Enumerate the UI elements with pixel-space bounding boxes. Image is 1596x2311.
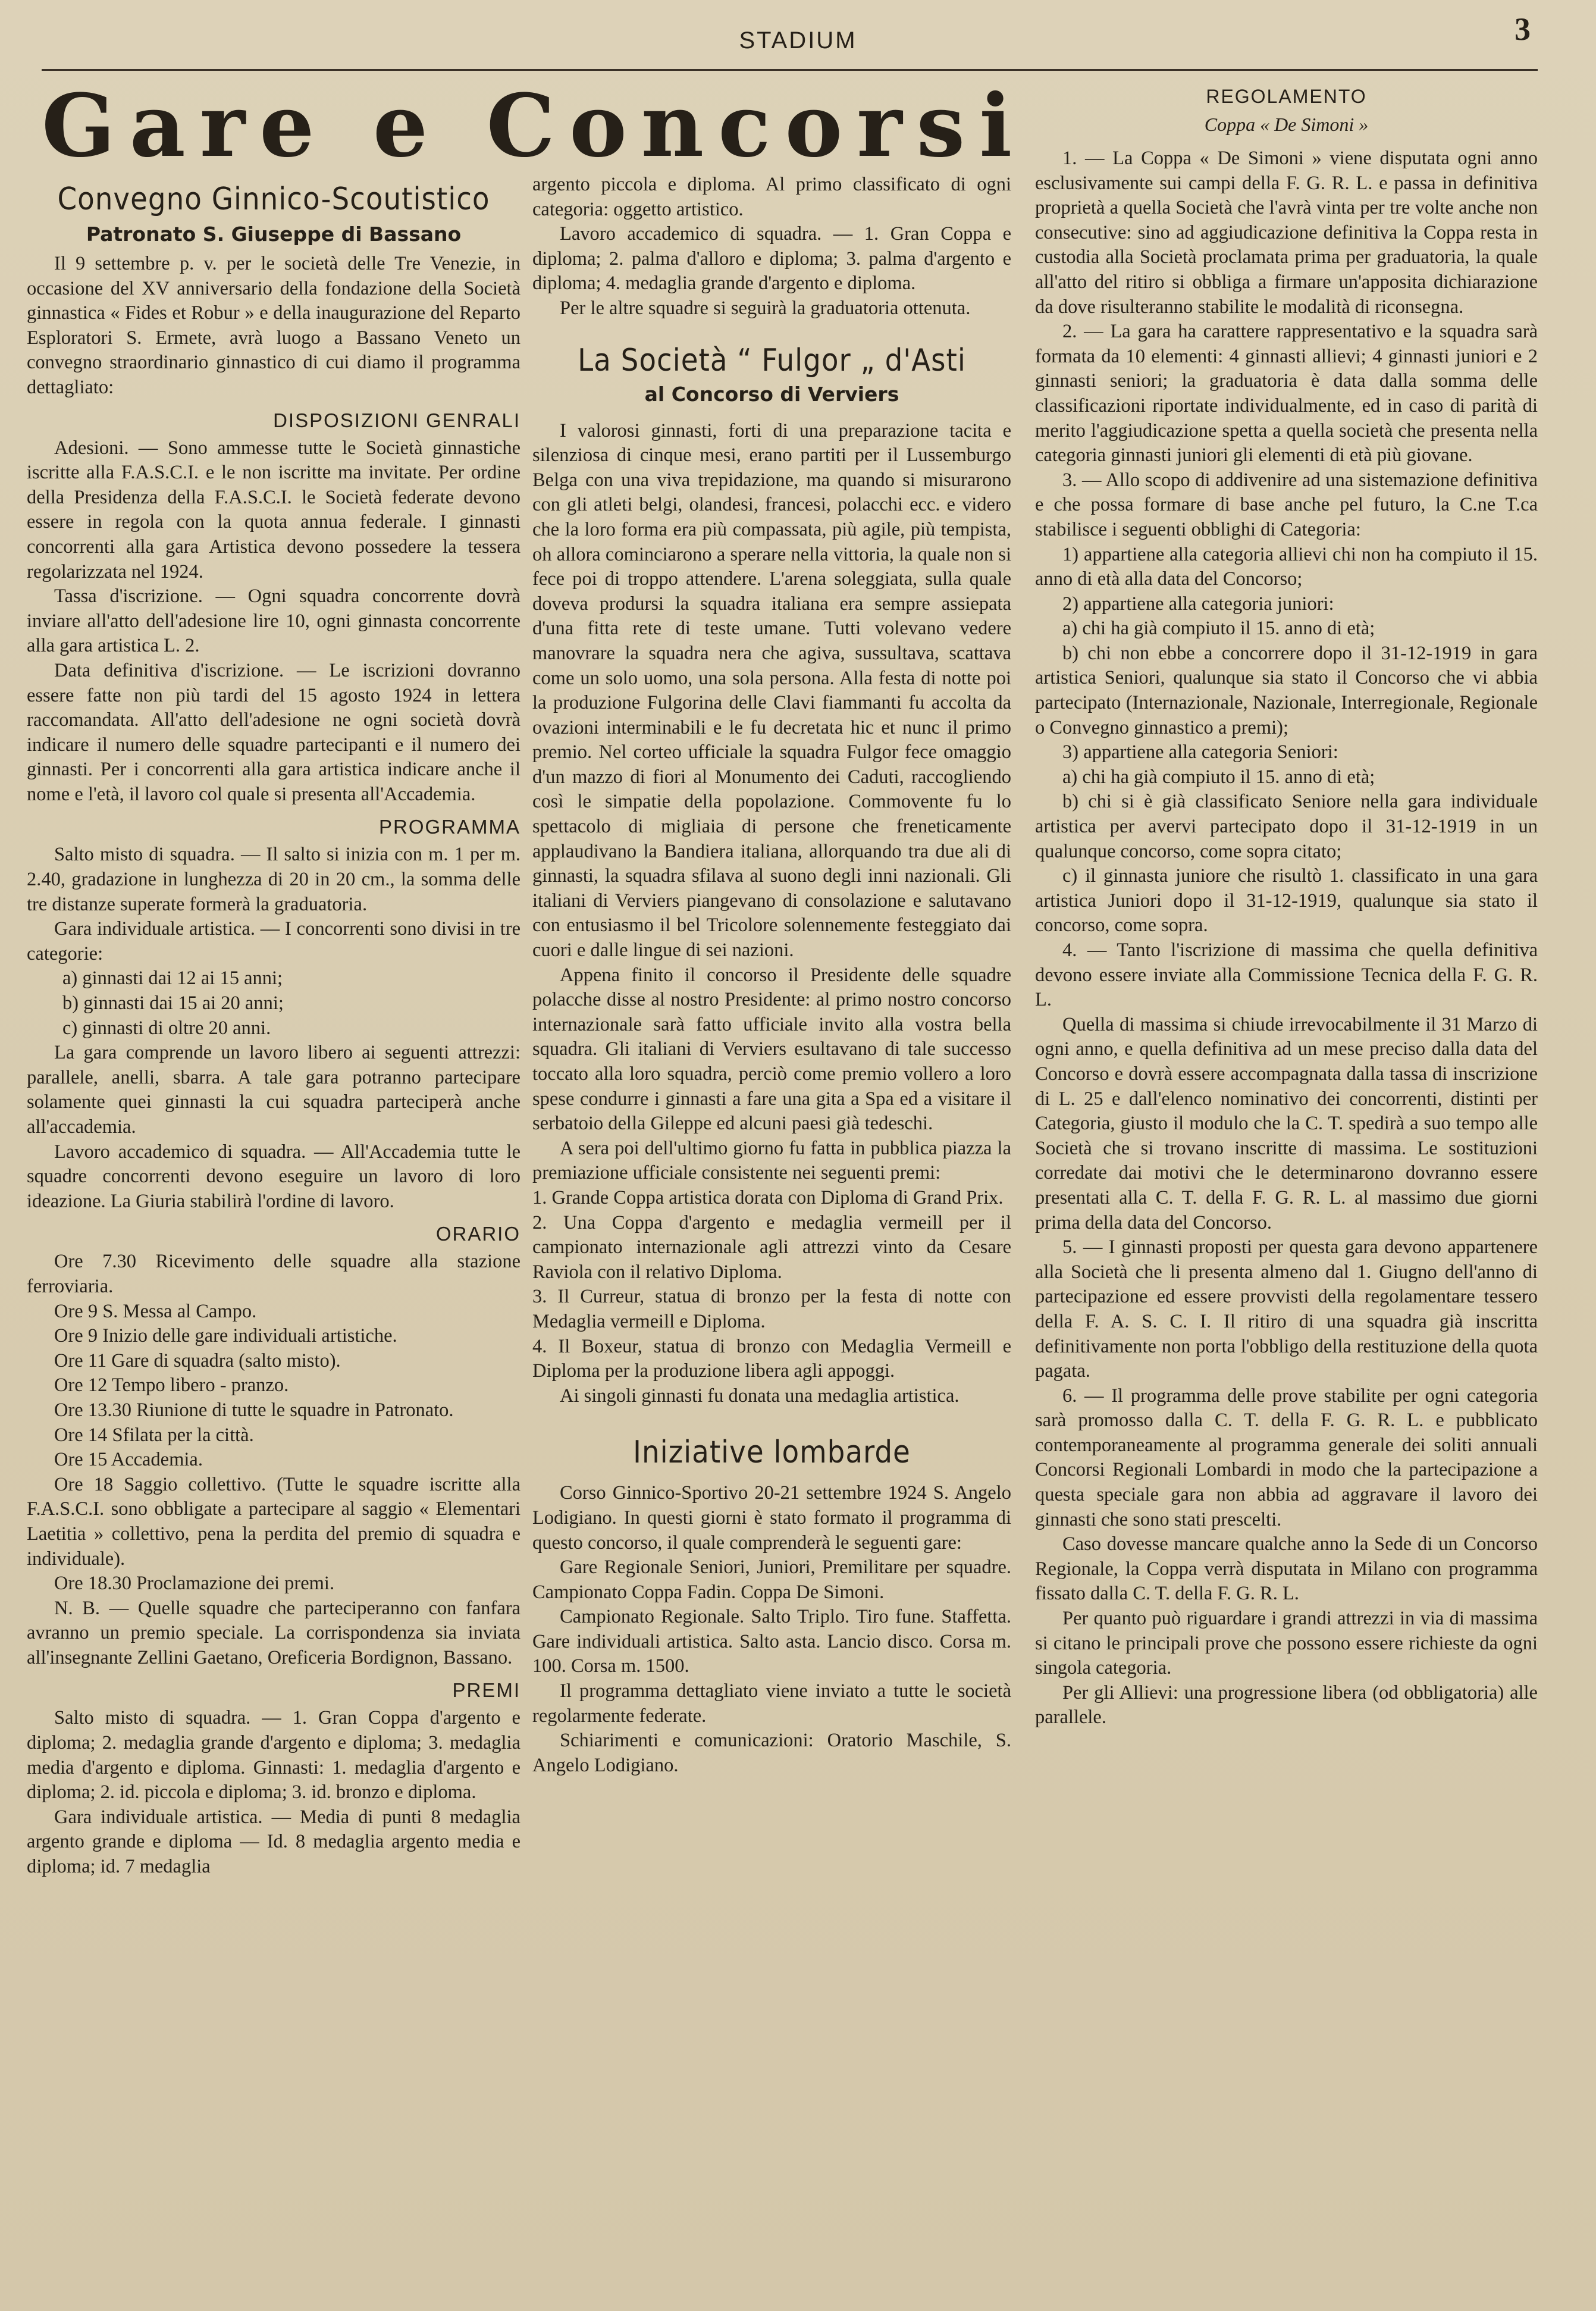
paragraph: 4. — Tanto l'iscrizione di massima che quella definitiva devono essere inviate alla Commissione Tecnica della F. G. R. L.: [1035, 940, 1538, 1011]
column-3-body: [1035, 83, 1538, 1730]
article-subtitle-patronato: Patronato S. Giuseppe di Bassano: [86, 223, 462, 246]
list-item: c) ginnasti di oltre 20 anni.: [62, 1017, 271, 1039]
paragraph: La gara comprende un lavoro libero ai seguenti attrezzi: parallele, anelli, sbarra. A tale gara potranno partecipare solamente quei ginnasti la cui squadra parteciperà anche all'accademia.: [27, 1042, 520, 1138]
paragraph: Appena finito il concorso il Presidente delle squadre polacche disse al nostro Presidente: al primo nostro concorso internazionale sarà fatto ufficiale invito alla vostra bella squadra. Gli italiani di Verviers esultavano di tale successo toccato alla loro squadra, perciò come premio vollero a loro spese condurre i ginnasti a fare una gita a Spa ed a visitare il serbatoio della Gileppe ed alcuni paesi già tedeschi.: [532, 964, 1011, 1135]
schedule-item: Ore 13.30 Riunione di tutte le squadre in Patronato.: [54, 1399, 454, 1421]
paragraph: Salto misto di squadra. — 1. Gran Coppa d'argento e diploma; 2. medaglia grande d'argento e diploma; 3. medaglia media d'argento e diploma. Ginnasti: 1. medaglia d'argento e diploma; 2. id. piccola e diploma; 3. id. bronzo e diploma.: [27, 1707, 520, 1803]
paragraph: 3. — Allo scopo di addivenire ad una sistemazione definitiva e che possa formare di base anche pel futuro, la C.ne T.ca stabilisce i seguenti obblighi di Categoria:: [1035, 469, 1538, 540]
paragraph: Campionato Regionale. Salto Triplo. Tiro fune. Staffetta. Gare individuali artistica. Salto asta. Lancio disco. Corsa m. 100. Corsa m. 1500.: [532, 1606, 1011, 1677]
paragraph: Per quanto può riguardare i grandi attrezzi in via di massima si citano le principali prove che possono essere richieste da ogni singola categoria.: [1035, 1608, 1538, 1679]
paragraph: Gara individuale artistica. — I concorrenti sono divisi in tre categorie:: [27, 918, 520, 965]
paragraph: Per gli Allievi: una progressione libera (od obbligatoria) alle parallele.: [1035, 1681, 1538, 1728]
list-item: a) ginnasti dai 12 ai 15 anni;: [62, 967, 283, 989]
list-item: 3. Il Curreur, statua di bronzo per la festa di notte con Medaglia vermeill e Diploma.: [532, 1286, 1011, 1332]
paragraph: c) il ginnasta juniore che risultò 1. classificato in una gara artistica Juniori dopo il 31-12-1919, qualunque sia stato il concorso, come sopra.: [1035, 865, 1538, 937]
paragraph: a) chi ha già compiuto il 15. anno di età;: [1062, 766, 1375, 788]
paragraph: a) chi ha già compiuto il 15. anno di età;: [1062, 618, 1375, 640]
paragraph: Schiarimenti e comunicazioni: Oratorio Maschile, S. Angelo Lodigiano.: [532, 1730, 1011, 1776]
paragraph: 2. — La gara ha carattere rappresentativo e la squadra sarà formata da 10 elementi: 4 ginnasti allievi; 4 ginnasti juniori e 2 ginnasti seniori; la graduatoria è data dalla somma delle classificazioni riportate individualmente, ed in caso di parità di merito l'aggiudicazione spetta a quella società che presenta nella categoria ginnasti juniori gli elementi di età più giovane.: [1035, 321, 1538, 466]
paragraph: Salto misto di squadra. — Il salto si inizia con m. 1 per m. 2.40, gradazione in lunghezza di 20 in 20 cm., la somma delle tre distanze superate formerà la graduatoria.: [27, 844, 520, 915]
paragraph: A sera poi dell'ultimo giorno fu fatta in pubblica piazza la premiazione ufficiale consistente nei seguenti premi:: [532, 1137, 1011, 1184]
schedule-item: Ore 14 Sfilata per la città.: [54, 1424, 254, 1446]
schedule-item: Ore 12 Tempo libero - pranzo.: [54, 1374, 289, 1396]
page-number: 3: [1515, 11, 1531, 47]
schedule-item: Ore 9 Inizio delle gare individuali artistiche.: [54, 1325, 397, 1347]
paragraph: Corso Ginnico-Sportivo 20-21 settembre 1924 S. Angelo Lodigiano. In questi giorni è stato formato il programma di questo concorso, il quale comprenderà le seguenti gare:: [532, 1482, 1011, 1554]
section-subheading-coppa: Coppa « De Simoni »: [1204, 114, 1369, 135]
schedule-item: Ore 7.30 Ricevimento delle squadre alla stazione ferroviaria.: [27, 1251, 520, 1297]
column-1-body: [27, 181, 520, 1880]
paragraph: Il programma dettagliato viene inviato a tutte le società regolarmente federate.: [532, 1680, 1011, 1727]
section-heading-disposizioni: DISPOSIZIONI GENRALI: [273, 409, 520, 431]
paragraph: 1) appartiene alla categoria allievi chi non ha compiuto il 15. anno di età alla data del Concorso;: [1035, 543, 1538, 590]
section-heading-orario: ORARIO: [435, 1223, 520, 1245]
paragraph: Adesioni. — Sono ammesse tutte le Società ginnastiche iscritte alla F.A.S.C.I. e le non iscritte ma invitate. Per ordine della Presidenza della F.A.S.C.I. le Società federate devono essere in regola con la quota annua federale. I ginnasti concorrenti alla gara Artistica devono possedere la tessera regolarizzata nel 1924.: [27, 437, 520, 583]
paragraph: 6. — Il programma delle prove stabilite per ogni categoria sarà promosso dalla C. T. della F. G. R. L. e pubblicato contemporaneamente al programma generale dei soliti annuali Concorsi Regionali Lombardi in modo che la partecipazione a questa speciale gara non abbia ad aggravare il lavoro dei ginnasti che sono stati prescelti.: [1035, 1385, 1538, 1530]
paragraph: I valorosi ginnasti, forti di una preparazione tacita e silenziosa di cinque mesi, erano partiti per il Lussemburgo Belga con una viva trepidazione, ma quando si misurarono con gli atleti belgi, olandesi, francesi, polacchi ecc. e videro che la loro forma era più compassata, più agile, più tempista, oh allora cominciarono a sperare nella vittoria, la quale non si fece poi di troppo attendere. L'arena soleggiata, sulla quale doveva prodursi la squadra italiana era sempre assiepata d'una fitta rete di teste umane. Tutti volevano vedere manovrare la squadra nera che agiva, sussultava, scattava come un solo uomo, una sola persona. Alla festa di notte poi la produzione Fulgorina delle Clavi fiammanti fu accolta da ovazioni interminabili e le fu decretata hic et nunc il primo premio. Nel corteo ufficiale la squadra Fulgor fece omaggio d'un mazzo di fiori al Monumento dei Caduti, raccogliendo così le simpatie della popolazione. Commovente fu lo spettacolo di migliaia di persone che freneticamente applaudivano la Bandiera italiana, allorquando tra due ali di ginnasti, la squadra sfilava al suono degli inni nazionali. Gli italiani di Verviers piangevano di consolazione e salutavano con entusiasmo il bel Tricolore solennemente festeggiato dai cuori e dalle lingue di sei nazioni.: [532, 419, 1011, 962]
schedule-item: Ore 11 Gare di squadra (salto misto).: [54, 1349, 341, 1371]
paragraph: Ai singoli ginnasti fu donata una medaglia artistica.: [560, 1385, 960, 1407]
paragraph: b) chi non ebbe a concorrere dopo il 31-12-1919 in gara artistica Seniori, qualunque sia stato il Concorso che vi abbia partecipato (Internazionale, Nazionale, Interregionale, Regionale o Convegno ginnastico a premi);: [1035, 642, 1538, 738]
paragraph: 2) appartiene alla categoria juniori:: [1062, 593, 1334, 615]
schedule-item: Ore 9 S. Messa al Campo.: [54, 1300, 257, 1322]
paragraph: N. B. — Quelle squadre che parteciperanno con fanfara avranno un premio speciale. La corrispondenza sia inviata all'insegnante Zellini Gaetano, Oreficeria Bordignon, Bassano.: [27, 1597, 520, 1668]
article-title-fulgor: La Società “ Fulgor „ d'Asti: [578, 342, 966, 378]
list-item: b) ginnasti dai 15 ai 20 anni;: [62, 992, 284, 1014]
article-title-convegno: Convegno Ginnico-Scoutistico: [57, 181, 490, 217]
article-subtitle-verviers: al Concorso di Verviers: [644, 382, 899, 406]
paragraph: 1. — La Coppa « De Simoni » viene disputata ogni anno esclusivamente sui campi della F. G. R. L. e passa in definitiva proprietà a quella Società che l'avrà vinta per tre volte anche non consecutive: sino ad aggiudicazione definitiva la Coppa resta in custodia alla Società proclamata prima per graduatoria, la quale all'atto del ritiro si obbliga a firmare un'apposita dichiarazione da dove risulteranno stabilite le modalità di riconsegna.: [1035, 148, 1538, 318]
section-heading-premi: PREMI: [452, 1679, 520, 1702]
list-item: 1. Grande Coppa artistica dorata con Diploma di Grand Prix.: [532, 1186, 1004, 1208]
header-rule: [42, 69, 1538, 71]
paragraph: Data definitiva d'iscrizione. — Le iscrizioni dovranno essere fatte non più tardi del 15 agosto 1924 in lettera raccomandata. All'atto dell'adesione ne ogni società dovrà indicare il numero delle squadre partecipanti e il numero dei ginnasti. Per i concorrenti alla gara artistica indicare anche il nome e l'età, il lavoro col quale si presenta all'Accademia.: [27, 659, 520, 805]
paragraph: argento piccola e diploma. Al primo classificato di ogni categoria: oggetto artistico.: [532, 174, 1011, 220]
paragraph: Il 9 settembre p. v. per le società delle Tre Venezie, in occasione del XV anniversario della fondazione della Società ginnastica « Fides et Robur » e della inaugurazione del Reparto Esploratori S. Ermete, avrà luogo a Bassano Veneto un convegno straordinario ginnastico di cui diamo il programma dettagliato:: [27, 253, 520, 398]
paragraph: Quella di massima si chiude irrevocabilmente il 31 Marzo di ogni anno, e quella definitiva ad un mese preciso dalla data del Concorso e dovrà essere accompagnata dalla tassa di inscrizione di L. 25 e dall'elenco nominativo dei concorrenti, distinti per Categoria, giusto il modulo che la C. T. spedirà a suo tempo alle Società che si trovano inscritte di massima. Le sostituzioni corredate dai motivi che le determinarono dovranno essere presentati alla C. T. della F. G. R. L. al massimo due giorni prima della data del Concorso.: [1035, 1013, 1538, 1233]
section-heading-regolamento: REGOLAMENTO: [1206, 86, 1367, 107]
column-2-body: [532, 173, 1011, 1778]
paragraph: Lavoro accademico di squadra. — 1. Gran Coppa e diploma; 2. palma d'alloro e diploma; 3. palma d'argento e diploma; 4. medaglia grande d'argento e diploma.: [532, 223, 1011, 295]
paragraph: Gare Regionale Seniori, Juniori, Premilitare per squadre. Campionato Coppa Fadin. Coppa De Simoni.: [532, 1557, 1011, 1603]
schedule-item: Ore 18 Saggio collettivo. (Tutte le squadre iscritte alla F.A.S.C.I. sono obbligate a partecipare al saggio « Elementari Laetitia » collettivo, pena la perdita del premio di squadra e individuale).: [27, 1473, 520, 1570]
article-title-lombarde: Iniziative lombarde: [633, 1435, 911, 1471]
paragraph: Gara individuale artistica. — Media di punti 8 medaglia argento grande e diploma — Id. 8 medaglia argento media e diploma; id. 7 medaglia: [27, 1806, 520, 1878]
schedule-item: Ore 15 Accademia.: [54, 1449, 203, 1471]
section-heading-programma: PROGRAMMA: [378, 816, 520, 838]
main-title: Gare e Concorsi: [42, 76, 1027, 177]
list-item: 4. Il Boxeur, statua di bronzo con Medaglia Vermeill e Diploma per la produzione libera agli appoggi.: [532, 1335, 1011, 1382]
paragraph: Lavoro accademico di squadra. — All'Accademia tutte le squadre concorrenti devono eseguire un lavoro di loro ideazione. La Giuria stabilirà l'ordine di lavoro.: [27, 1141, 520, 1212]
schedule-item: Ore 18.30 Proclamazione dei premi.: [54, 1573, 335, 1595]
paragraph: Per le altre squadre si seguirà la graduatoria ottenuta.: [560, 297, 971, 319]
list-item: 2. Una Coppa d'argento e medaglia vermeill per il campionato internazionale agli attrezzi vinto da Cesare Raviola con il relativo Diploma.: [532, 1211, 1011, 1283]
paragraph: 5. — I ginnasti proposti per questa gara devono appartenere alla Società che li presenta almeno dal 1. Giugno dell'anno di partecipazione ed essere provvisti della regolamentare tessero della F. A. S. C. I. Il ritiro di una squadra già inscritta definitivamente non porta l'obbligo della restituzione della quota pagata.: [1035, 1236, 1538, 1382]
paragraph: Caso dovesse mancare qualche anno la Sede di un Concorso Regionale, la Coppa verrà disputata in Milano con programma fissato dalla C. T. della F. G. R. L.: [1035, 1533, 1538, 1605]
paragraph: b) chi si è già classificato Seniore nella gara individuale artistica per avervi partecipato dopo il 31-12-1919 in un qualunque concorso, come sopra citato;: [1035, 791, 1538, 862]
paragraph: Tassa d'iscrizione. — Ogni squadra concorrente dovrà inviare all'atto dell'adesione lire 10, ogni ginnasta concorrente alla gara artistica L. 2.: [27, 585, 520, 657]
running-title: STADIUM: [739, 27, 857, 54]
paragraph: 3) appartiene alla categoria Seniori:: [1062, 741, 1338, 763]
